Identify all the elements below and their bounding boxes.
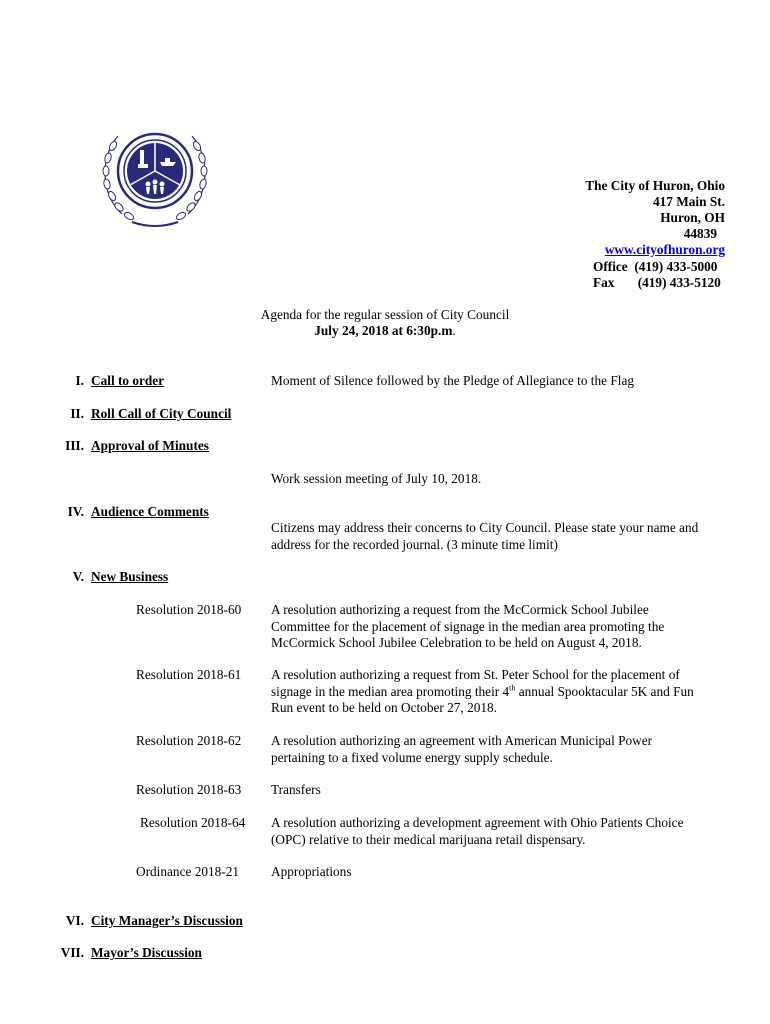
description-line: pertaining to a fixed volume energy supply schedule. xyxy=(271,749,553,765)
section-heading-audience-comments: Audience Comments xyxy=(91,504,209,519)
agenda-item-description: Appropriations xyxy=(271,864,352,879)
section-note: Work session meeting of July 10, 2018. xyxy=(271,471,482,486)
description-text: annual Spooktacular 5K and Fun xyxy=(515,683,694,699)
description-line: A resolution authorizing a development agreement with Ohio Patients Choice xyxy=(271,815,684,830)
agenda-item-id: Resolution 2018-62 xyxy=(136,733,242,748)
section-number: V. xyxy=(72,569,84,584)
description-line: A resolution authorizing an agreement with American Municipal Power xyxy=(271,733,653,748)
agenda-item-id: Resolution 2018-63 xyxy=(136,782,242,797)
office-label: Office xyxy=(593,259,628,274)
fax-number: (419) 433-5120 xyxy=(637,275,721,290)
section-heading-roll-call: Roll Call of City Council xyxy=(91,406,232,421)
description-line: A resolution authorizing a request from St. Peter School for the placement of xyxy=(271,667,680,682)
agenda-item-id: Ordinance 2018-21 xyxy=(136,864,240,879)
section-number: III. xyxy=(65,438,84,453)
agenda-item-description xyxy=(271,667,731,717)
section-number: VI. xyxy=(65,913,84,928)
agenda-date-suffix: . xyxy=(452,323,456,338)
header-website xyxy=(605,242,725,258)
description-text: signage in the median area promoting their 4 xyxy=(271,683,510,699)
fax-label: Fax xyxy=(593,275,615,290)
agenda-item-id: Resolution 2018-61 xyxy=(136,667,242,682)
agenda-item-id: Resolution 2018-64 xyxy=(140,815,246,830)
header-city-state: Huron, OH xyxy=(660,210,725,225)
section-number: VII. xyxy=(60,945,84,960)
description-line: McCormick School Jubilee Celebration to be held on August 4, 2018. xyxy=(271,635,642,651)
section-heading-new-business: New Business xyxy=(91,569,169,584)
agenda-date: July 24, 2018 at 6:30p.m xyxy=(314,323,453,338)
section-note: Moment of Silence followed by the Pledge of Allegiance to the Flag xyxy=(271,373,634,388)
agenda-title: Agenda for the regular session of City Council xyxy=(260,307,510,322)
section-heading-mayor: Mayor’s Discussion xyxy=(91,945,202,960)
agenda-item-description xyxy=(271,733,731,766)
agenda-item-description xyxy=(271,815,731,848)
office-phone-row xyxy=(593,259,717,275)
section-heading-approval-of-minutes: Approval of Minutes xyxy=(91,438,209,453)
agenda-item-description: Transfers xyxy=(271,782,321,797)
description-line xyxy=(271,684,731,701)
description-line: A resolution authorizing a request from the McCormick School Jubilee xyxy=(271,602,649,617)
description-line: (OPC) relative to their medical marijuana retail dispensary. xyxy=(271,831,586,847)
agenda-item-id: Resolution 2018-60 xyxy=(136,602,242,617)
ordinal-suffix: th xyxy=(509,683,516,693)
section-heading-city-manager: City Manager’s Discussion xyxy=(91,913,243,928)
fax-row xyxy=(593,275,721,291)
description-line: Committee for the placement of signage in the median area promoting the xyxy=(271,618,665,634)
section-number: II. xyxy=(70,406,84,421)
description-line: Run event to be held on October 27, 2018. xyxy=(271,700,498,716)
header-street: 417 Main St. xyxy=(652,194,725,209)
section-number: I. xyxy=(75,373,84,388)
website-link[interactable]: www.cityofhuron.org xyxy=(604,242,725,257)
section-note-line: Citizens may address their concerns to City Council. Please state your name and xyxy=(271,520,699,535)
section-heading-call-to-order: Call to order xyxy=(91,373,165,388)
agenda-item-description xyxy=(271,602,731,652)
agenda-date-line xyxy=(0,323,770,340)
office-number: (419) 433-5000 xyxy=(634,259,718,274)
section-note-line: address for the recorded journal. (3 minute time limit) xyxy=(271,537,558,552)
header-zip: 44839 xyxy=(683,226,717,241)
header-city-name: The City of Huron, Ohio xyxy=(585,178,725,193)
section-number: IV. xyxy=(67,504,84,519)
city-seal-logo xyxy=(96,116,214,232)
